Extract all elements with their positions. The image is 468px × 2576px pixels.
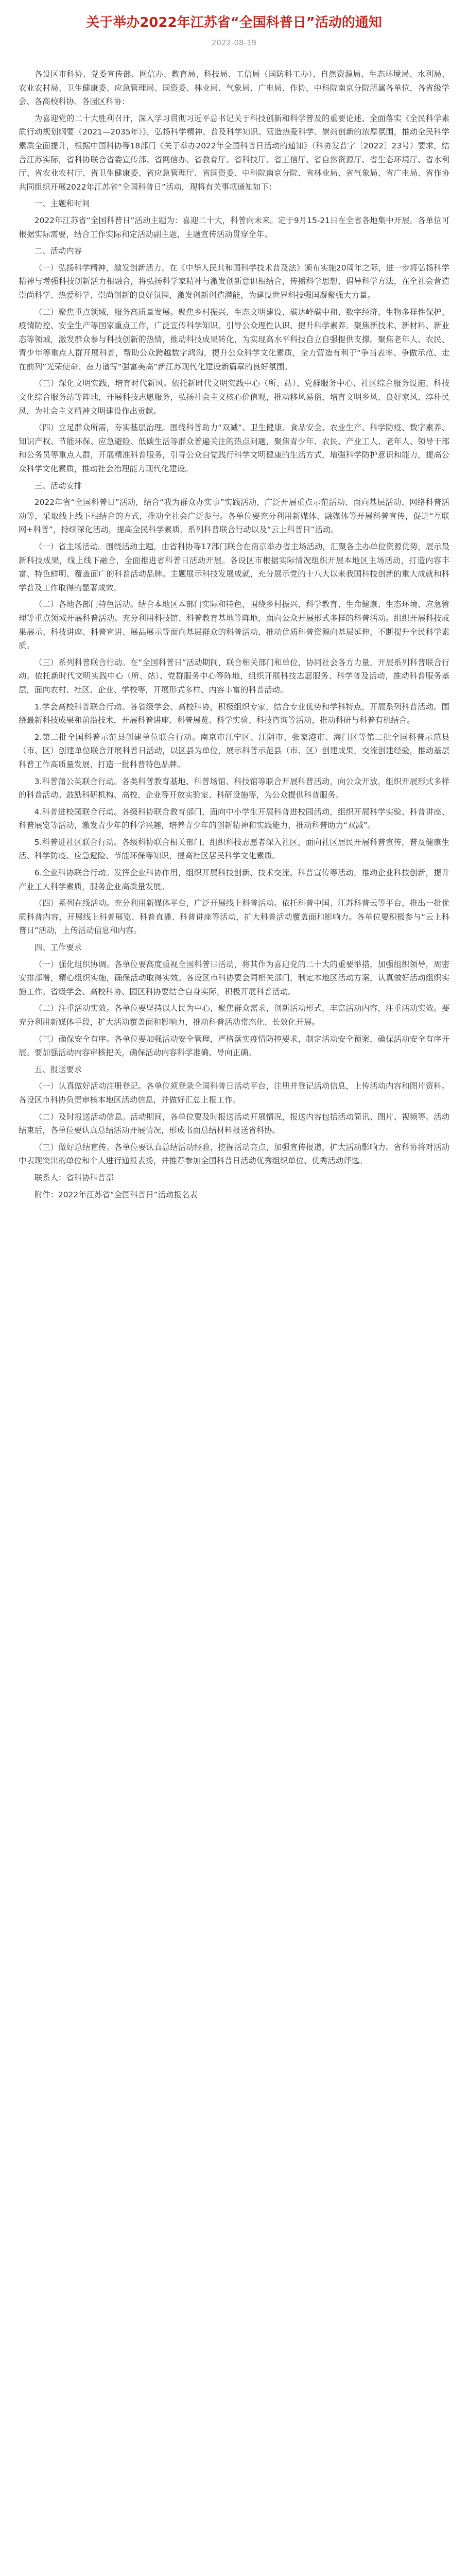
body-paragraph: 5.科普进社区联合行动。各级科协联合相关部门，组织科技志愿者深入社区，面向社区居民开展科普宣传，普及健康生活、科学防疫、应急避险、节能环保等知识，提高社区居民科学文化素质。 [19, 837, 449, 861]
article-title: 关于举办2022年江苏省“全国科普日”活动的通知 [86, 15, 382, 30]
body-paragraph: （三）确保安全有序。各单位要加强活动安全管理，严格落实疫情防控要求，制定活动安全预案，确保活动安全有序开展。要加强活动内容审核把关，确保活动内容科学准确、导向正确。 [19, 1034, 449, 1058]
article-body [19, 67, 449, 1201]
body-paragraph: （一）弘扬科学精神，激发创新活力。在《中华人民共和国科学技术普及法》颁布实施20周年之际，进一步将弘扬科学精神与增强科技创新活力相融合，将弘扬科学家精神与激发创新意识相结合，传播科学思想、倡导科学方法，在全社会营造崇尚科学、热爱科学、崇尚创新的良好氛围，激发创新创造潜能，为建设世界科技强国凝聚强大力量。 [19, 263, 449, 300]
body-paragraph: 6.企业科协联合行动。发挥企业科协作用，组织开展科技创新、技术交流、科普宣传等活动，推动企业科技创新，提升产业工人科学素质，服务企业高质量发展。 [19, 868, 449, 891]
body-paragraph: 2022年省“全国科普日”活动，结合“我为群众办实事”实践活动，广泛开展重点示范活动、面向基层活动、网络科普活动等，采取线上线下相结合的方式，推动全社会广泛参与。各单位要充分利用新媒体、融媒体等开展科普宣传，促进“互联网+科普”，持续深化活动，提高全民科学素质，系列科普联合行动以及“云上科普日”活动。 [19, 498, 449, 535]
body-paragraph: 为喜迎党的二十大胜利召开，深入学习贯彻习近平总书记关于科技创新和科学普及的重要论述、全面落实《全民科学素质行动规划纲要（2021—2035年）》，弘扬科学精神、普及科学知识、营造热爱科学、崇尚创新的浓厚氛围，推动全民科学素质全面提升，根据中国科协等18部门《关于举办2022年全国科普日活动的通知》（科协发普字〔2022〕23号）要求，结合江苏实际，省科协联合省委宣传部、省网信办、省教育厅、省科技厅、省工信厅、省自然资源厅、省生态环境厅、省水利厅、省农业农村厅、省卫生健康委、省应急管理厅、省国资委、中科院南京分院、省林业局、省气象局、省广电局、省作协共同组织开展2022年江苏省“全国科普日”活动，现将有关事项通知如下： [19, 113, 449, 192]
body-paragraph: 联系人：省科协科普部 [34, 1173, 114, 1182]
body-paragraph: （二）各地各部门特色活动。结合本地区本部门实际和特色，围绕乡村振兴、科学教育、生命健康、生态环境、应急管理等重点领域开展科普活动。充分利用科技馆、科普教育基地等阵地，面向公众开展形式多样的科普活动。组织开展科技成果展示、科技讲座、科普宣讲、展品展示等面向基层群众的科普活动，推动优质科普资源向基层延伸，不断提升全民科学素质。 [19, 600, 449, 651]
body-paragraph: （二）注重活动实效。各单位要坚持以人民为中心，聚焦群众需求，创新活动形式，丰富活动内容，注重活动实效。要充分利用新媒体手段，扩大活动覆盖面和影响力，推动科普活动常态化、长效化开展。 [19, 1004, 449, 1027]
body-paragraph: 各设区市科协、党委宣传部、网信办、教育局、科技局、工信局（国防科工办）、自然资源局、生态环境局、水利局、农业农村局、卫生健康委、应急管理局、国资委、林业局、气象局、广电局、作协，中科院南京分院所属各单位，各省级学会、各高校科协、各园区科协： [19, 70, 449, 107]
body-paragraph: 1.学会高校科普联合行动。各省级学会、高校科协，积极组织专家，结合专业优势和学科特点，开展系列科普活动。围绕最新科技成果和前沿技术，开展科普讲座、科普展览、科学实验、科技咨询等活动，推动科研与科普有机结合。 [19, 702, 449, 725]
body-paragraph: 2.第二批全国科普示范县创建单位联合行动。南京市江宁区、江阴市、张家港市、海门区等第二批全国科普示范县（市、区）创建单位联合开展科普日活动，以区县为单位，展示科普示范县（市、区）创建成果，交流创建经验，推动基层科普工作高质量发展，打造一批科普特色品牌。 [19, 732, 449, 769]
section-heading: 五、报送要求 [34, 1064, 82, 1074]
body-paragraph: （三）做好总结宣传。各单位要认真总结活动经验，挖掘活动亮点，加强宣传报道，扩大活动影响力。省科协将对活动中表现突出的单位和个人进行通报表扬，并推荐参加全国科普日活动优秀组织单位、优秀活动评选。 [19, 1142, 449, 1166]
section-heading: 二、活动内容 [34, 246, 82, 256]
section-heading: 四、工作要求 [34, 943, 82, 953]
body-paragraph: （二）及时报送活动信息。活动期间，各单位要及时报送活动开展情况，报送内容包括活动简讯、图片、视频等。活动结束后，各单位要认真总结活动开展情况，形成书面总结材料报送省科协。 [19, 1112, 449, 1136]
body-paragraph: （二）聚焦重点领域，服务高质量发展。聚焦乡村振兴、生态文明建设、碳达峰碳中和、数字经济、生物多样性保护、疫情防控、安全生产等国家重点工作，广泛宣传科学知识、引导公众理性认识、提升科学素养。聚焦新技术、新材料、新业态等领域，激发群众参与科技创新的热情，推动科技成果转化，为实现高水平科技自立自强提供支撑。聚焦老年人、农民、青少年等重点人群开展科普，帮助公众跨越数字鸿沟，提升公众科学文化素质，全力营造有利于“争当表率、争做示范、走在前列”光荣使命、奋力谱写“强富美高”新江苏现代化建设新篇章的良好氛围。 [19, 307, 449, 371]
publish-date: 2022-08-19 [211, 38, 257, 47]
body-paragraph: （四）系列在线活动。充分利用新媒体平台，广泛开展线上科普活动。依托科普中国、江苏科普云等平台，推出一批优质科普内容，开展线上科普展览、科普直播、科普讲座等活动，扩大科普活动覆盖面和影响力。各单位要积极参与“云上科普日”活动，上传活动信息和内容。 [19, 899, 449, 936]
body-paragraph: 2022年江苏省“全国科普日”活动主题为：喜迎二十大，科普向未来。定于9月15-21日在全省各地集中开展。各单位可根据实际需要，结合工作实际和定活动副主题，主题宣传活动贯穿全年。 [19, 215, 449, 239]
body-paragraph: （一）强化组织协调。各单位要高度重视全国科普日活动，将其作为喜迎党的二十大的重要举措，加强组织领导，周密安排部署，精心组织实施，确保活动取得实效。各设区市科协要会同相关部门，制定本地区活动方案，认真做好活动组织实施工作。省级学会、高校科协、园区科协要结合自身实际，积极开展科普活动。 [19, 959, 449, 996]
body-paragraph: 附件：2022年江苏省“全国科普日”活动报名表 [34, 1190, 198, 1199]
body-paragraph: （四）立足群众所需，夯实基层治理。围绕科普助力“双减”、卫生健康、食品安全、农业生产、科学防疫、数字素养、知识产权、节能环保、应急避险、低碳生活等群众普遍关注的热点问题，聚焦青少年、农民、产业工人、老年人、领导干部和公务员等重点人群，开展精准科普服务，引导公众自觉践行科学文明健康的生活方式，增强科学防护意识和能力，提高公众科学文化素质，推动社会治理能力现代化建设。 [19, 423, 449, 474]
body-paragraph: （一）认真做好活动注册登记。各单位须登录全国科普日活动平台，注册并登记活动信息，上传活动内容和图片资料。各设区市科协负责审核本地区活动信息，并做好汇总上报工作。 [19, 1081, 449, 1105]
section-heading: 三、活动安排 [34, 481, 82, 490]
body-paragraph: （三）系列科普联合行动。在“全国科普日”活动期间，联合相关部门和单位，协同社会各方力量，开展系列科普联合行动。依托新时代文明实践中心（所、站）、党群服务中心等阵地，组织开展科技志愿服务、科学普及活动，推动科普服务基层，面向农村、社区、企业、学校等，开展形式多样、内容丰富的科普活动。 [19, 657, 449, 694]
section-heading: 一、主题和时间 [34, 199, 90, 209]
body-paragraph: （一）省主场活动。围绕活动主题，由省科协等17部门联合在南京举办省主场活动，汇聚各主办单位资源优势，展示最新科技成果，线上线下融合，全面推进省科普日活动开展。各设区市根据实际情况组织开展本地区主场活动，打造内容丰富、特色鲜明、覆盖面广的科普活动品牌。主题展示科技发展成就，充分展示党的十八大以来我国科技创新的重大成就和科学普及工作取得的显著成效。 [19, 542, 449, 592]
body-paragraph: （三）深化文明实践，培育时代新风。依托新时代文明实践中心（所、站）、党群服务中心、社区综合服务设施、科技文化综合服务站等阵地，开展科技志愿服务，弘扬社会主义核心价值观，推动移风易俗，培育文明乡风、良好家风、淳朴民风，为社会主义精神文明建设作出贡献。 [19, 379, 449, 416]
body-paragraph: 4.科普进校园联合行动。各级科协联合教育部门，面向中小学生开展科普进校园活动，组织开展科学实验、科普讲座、科普展览等活动，激发青少年的科学兴趣，培养青少年的创新精神和实践能力，推动科普助力“双减”。 [19, 807, 449, 831]
body-paragraph: 3.科普蒲公英联合行动。各类科普教育基地、科普场馆、科技馆等联合开展科普活动，向公众开放，组织开展形式多样的科普活动。鼓励科研机构、高校、企业等开放实验室、科研设施等，为公众提供科普服务。 [19, 776, 449, 800]
